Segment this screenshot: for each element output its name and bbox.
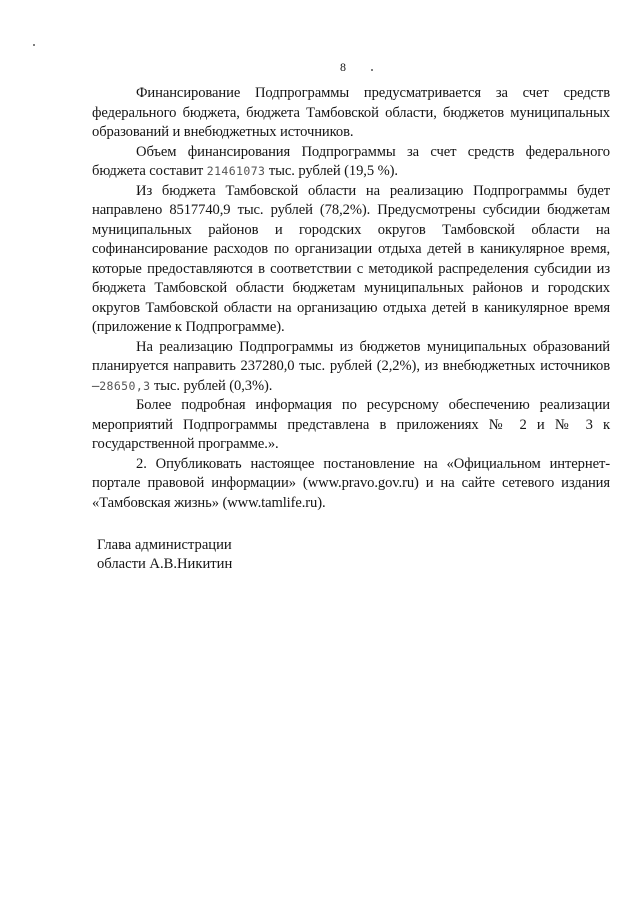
handwritten-federal-amount: 21461073: [206, 164, 266, 178]
document-body: [92, 84, 610, 513]
signature-title: Глава администрации: [97, 537, 232, 553]
signature-name: области А.В.Никитин: [97, 556, 233, 572]
paragraph-municipal-budget-text: На реализацию Подпрограммы из бюджетов муниципальных образований планируется направить 237280,0 тыс. рублей (2,2%), из внебюджетных источников –: [92, 338, 610, 394]
paragraph-municipal-budget: [92, 338, 610, 397]
paragraph-municipal-budget-tail: тыс. рублей (0,3%).: [150, 377, 273, 394]
paragraph-federal-budget: [92, 143, 610, 182]
paragraph-federal-budget-text: Объем финансирования Подпрограммы за счет средств федерального бюджета составит: [92, 143, 610, 179]
paragraph-financing-sources: Финансирование Подпрограммы предусматривается за счет средств федерального бюджета, бюджета Тамбовской области, бюджетов муниципальных образований и внебюджетных источников.: [92, 85, 610, 140]
handwritten-offbudget-amount: 28650,3: [99, 378, 151, 393]
scan-speck: [371, 69, 373, 71]
scan-speck: [33, 44, 35, 46]
paragraph-federal-budget-tail: тыс. рублей (19,5 %).: [265, 163, 398, 179]
page-number: 8: [340, 60, 346, 74]
paragraph-details-reference: Более подробная информация по ресурсному обеспечению реализации мероприятий Подпрограммы представлена в приложениях № 2 и № 3 к государственной программе.».: [92, 397, 610, 452]
signature-block: [97, 536, 232, 574]
paragraph-regional-budget: Из бюджета Тамбовской области на реализацию Подпрограммы будет направлено 8517740,9 тыс. рублей (78,2%). Предусмотрены субсидии бюджетам муниципальных районов и городских округов Тамбовской области на софинансирование расходов по организации отдыха детей в каникулярное время, которые предоставляются в соответствии с методикой распределения субсидии из бюджета Тамбовской области бюджетам муниципальных районов и городских округов Тамбовской области на организацию отдыха детей в каникулярное время (приложение к Подпрограмме).: [92, 182, 610, 335]
paragraph-publication-order: 2. Опубликовать настоящее постановление на «Официальном интернет-портале правовой информации» (www.pravo.gov.ru) и на сайте сетевого издания «Тамбовская жизнь» (www.tamlife.ru).: [92, 455, 610, 511]
